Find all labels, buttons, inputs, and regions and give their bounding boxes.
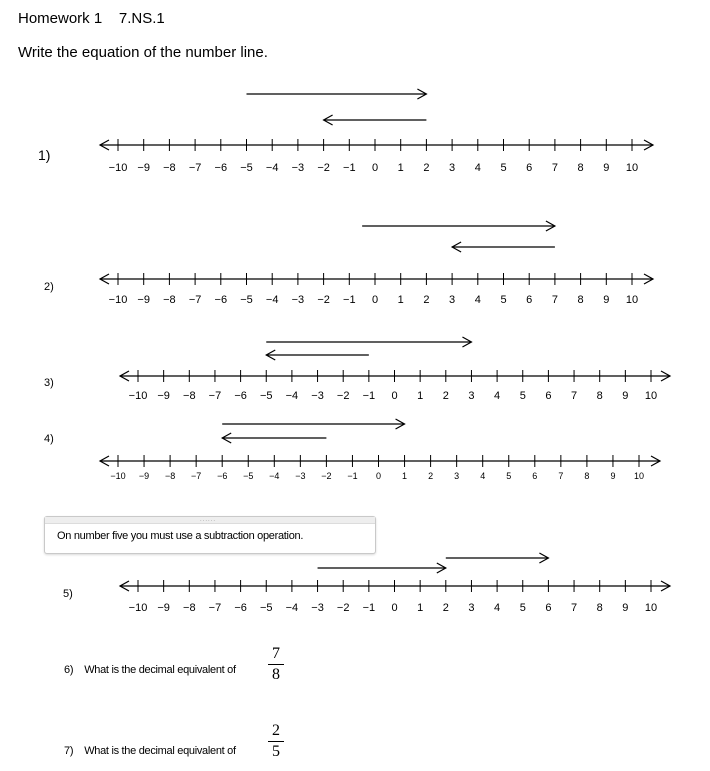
tick-label: −9 <box>137 162 150 174</box>
fraction-denominator: 8 <box>272 666 280 683</box>
tick-label: −8 <box>164 471 176 481</box>
tick-label: 8 <box>596 390 603 402</box>
tick-label: 2 <box>423 294 430 306</box>
tick-label: 3 <box>468 390 475 402</box>
tick-label: −7 <box>208 602 222 614</box>
tick-label: −10 <box>108 294 128 306</box>
tick-label: 4 <box>474 294 481 306</box>
fraction-numerator: 2 <box>272 722 280 739</box>
tick-label: −9 <box>157 390 170 402</box>
tick-label: 4 <box>494 390 501 402</box>
tick-label: −3 <box>295 471 306 481</box>
tick-label: 4 <box>480 471 486 481</box>
tick-label: −3 <box>291 162 305 174</box>
tick-label: −3 <box>311 390 324 402</box>
tick-label: −2 <box>336 390 350 402</box>
tick-label: 9 <box>603 162 610 174</box>
sticky-note[interactable] <box>44 516 376 554</box>
tick-label: 0 <box>391 602 398 614</box>
tick-label: −2 <box>336 602 350 614</box>
tick-label: −9 <box>157 602 170 614</box>
tick-label: 7 <box>551 294 558 306</box>
tick-label: −4 <box>265 294 279 306</box>
tick-label: 6 <box>526 294 533 306</box>
fraction-bar <box>268 664 284 665</box>
tick-label: −9 <box>138 471 150 481</box>
tick-label: 1 <box>397 294 404 306</box>
tick-label: 3 <box>449 294 456 306</box>
tick-label: −10 <box>110 471 126 481</box>
tick-label: 1 <box>417 602 424 614</box>
tick-label: 5 <box>519 602 526 614</box>
note-text: On number five you must use a subtraction operation. <box>57 530 304 542</box>
fraction-2-5 <box>268 722 284 761</box>
fraction-numerator: 7 <box>272 645 280 662</box>
instructions: Write the equation of the number line. <box>18 44 268 61</box>
tick-label: 4 <box>494 602 501 614</box>
problem-5-label: 5) <box>63 588 73 600</box>
tick-label: 9 <box>610 471 616 481</box>
tick-label: 5 <box>506 471 512 481</box>
tick-label: −4 <box>269 471 280 481</box>
tick-label: 8 <box>577 294 584 306</box>
tick-label: 0 <box>371 162 379 174</box>
tick-label: −5 <box>240 294 253 306</box>
tick-label: −8 <box>163 294 176 306</box>
tick-label: −2 <box>317 162 330 174</box>
tick-label: −1 <box>362 390 376 402</box>
tick-label: 7 <box>570 602 578 614</box>
problem-4-label: 4) <box>44 433 54 445</box>
tick-label: −6 <box>214 162 228 174</box>
tick-label: −10 <box>128 602 148 614</box>
fraction-denominator: 5 <box>272 743 280 760</box>
tick-label: −5 <box>259 390 273 402</box>
tick-label: −1 <box>343 162 356 174</box>
tick-label: 7 <box>558 471 564 481</box>
tick-label: 6 <box>545 602 552 614</box>
tick-label: 9 <box>603 294 610 306</box>
tick-label: 10 <box>633 471 645 481</box>
tick-label: 3 <box>449 162 456 174</box>
tick-label: −7 <box>188 162 202 174</box>
question-7 <box>64 745 236 757</box>
tick-label: −6 <box>234 602 247 614</box>
tick-label: 8 <box>596 602 603 614</box>
tick-label: −7 <box>191 471 202 481</box>
question-6 <box>64 664 236 676</box>
question-7-text: What is the decimal equivalent of <box>84 745 236 757</box>
tick-label: −8 <box>183 390 196 402</box>
problem-2-label: 2) <box>44 281 54 293</box>
tick-label: 0 <box>391 390 398 402</box>
tick-label: 6 <box>532 471 538 481</box>
question-6-text: What is the decimal equivalent of <box>84 664 236 676</box>
tick-label: −6 <box>214 294 228 306</box>
tick-label: 8 <box>584 471 590 481</box>
tick-label: 3 <box>468 602 475 614</box>
tick-label: 6 <box>545 390 552 402</box>
tick-label: 2 <box>428 471 434 481</box>
fraction-bar <box>268 741 284 742</box>
note-grip-dots: ...... <box>200 517 217 523</box>
tick-label: −10 <box>108 162 128 174</box>
tick-label: −9 <box>137 294 150 306</box>
tick-label: −3 <box>311 602 324 614</box>
problem-3-label: 3) <box>44 377 54 389</box>
tick-label: −7 <box>188 294 202 306</box>
tick-label: 5 <box>519 390 526 402</box>
tick-label: 0 <box>371 294 379 306</box>
tick-label: −4 <box>285 602 299 614</box>
tick-label: −5 <box>259 602 273 614</box>
tick-label: −2 <box>321 471 332 481</box>
tick-label: 9 <box>622 390 629 402</box>
tick-label: 10 <box>644 602 658 614</box>
tick-label: −10 <box>128 390 148 402</box>
tick-label: −1 <box>362 602 376 614</box>
tick-label: −6 <box>217 471 228 481</box>
tick-label: −3 <box>291 294 305 306</box>
tick-label: 2 <box>423 162 430 174</box>
tick-label: −5 <box>243 471 254 481</box>
tick-label: 10 <box>625 162 639 174</box>
tick-label: −1 <box>347 471 358 481</box>
tick-label: 1 <box>417 390 424 402</box>
tick-label: 6 <box>526 162 533 174</box>
tick-label: −6 <box>234 390 247 402</box>
note-drag-handle[interactable] <box>45 517 375 524</box>
question-6-label: 6) <box>64 664 74 676</box>
tick-label: 9 <box>622 602 629 614</box>
header-standard: 7.NS.1 <box>118 10 165 27</box>
tick-label: 5 <box>500 294 507 306</box>
tick-label: 2 <box>442 602 449 614</box>
tick-label: −4 <box>265 162 279 174</box>
tick-label: 0 <box>375 471 382 481</box>
tick-label: 10 <box>625 294 639 306</box>
tick-label: 5 <box>500 162 507 174</box>
tick-label: 2 <box>442 390 449 402</box>
tick-label: 4 <box>474 162 481 174</box>
tick-label: −7 <box>208 390 222 402</box>
tick-label: 8 <box>577 162 584 174</box>
tick-label: 1 <box>402 471 408 481</box>
tick-label: −2 <box>317 294 330 306</box>
tick-label: 1 <box>397 162 404 174</box>
tick-label: −1 <box>343 294 356 306</box>
question-7-label: 7) <box>64 745 74 757</box>
tick-label: −4 <box>285 390 299 402</box>
problem-1-label: 1) <box>38 147 51 163</box>
tick-label: −5 <box>240 162 253 174</box>
tick-label: −8 <box>163 162 176 174</box>
fraction-7-8 <box>268 645 284 684</box>
tick-label: 7 <box>551 162 558 174</box>
tick-label: 10 <box>644 390 658 402</box>
tick-label: 3 <box>454 471 460 481</box>
header-title: Homework 1 <box>18 10 103 27</box>
tick-label: 7 <box>570 390 578 402</box>
tick-label: −8 <box>183 602 196 614</box>
